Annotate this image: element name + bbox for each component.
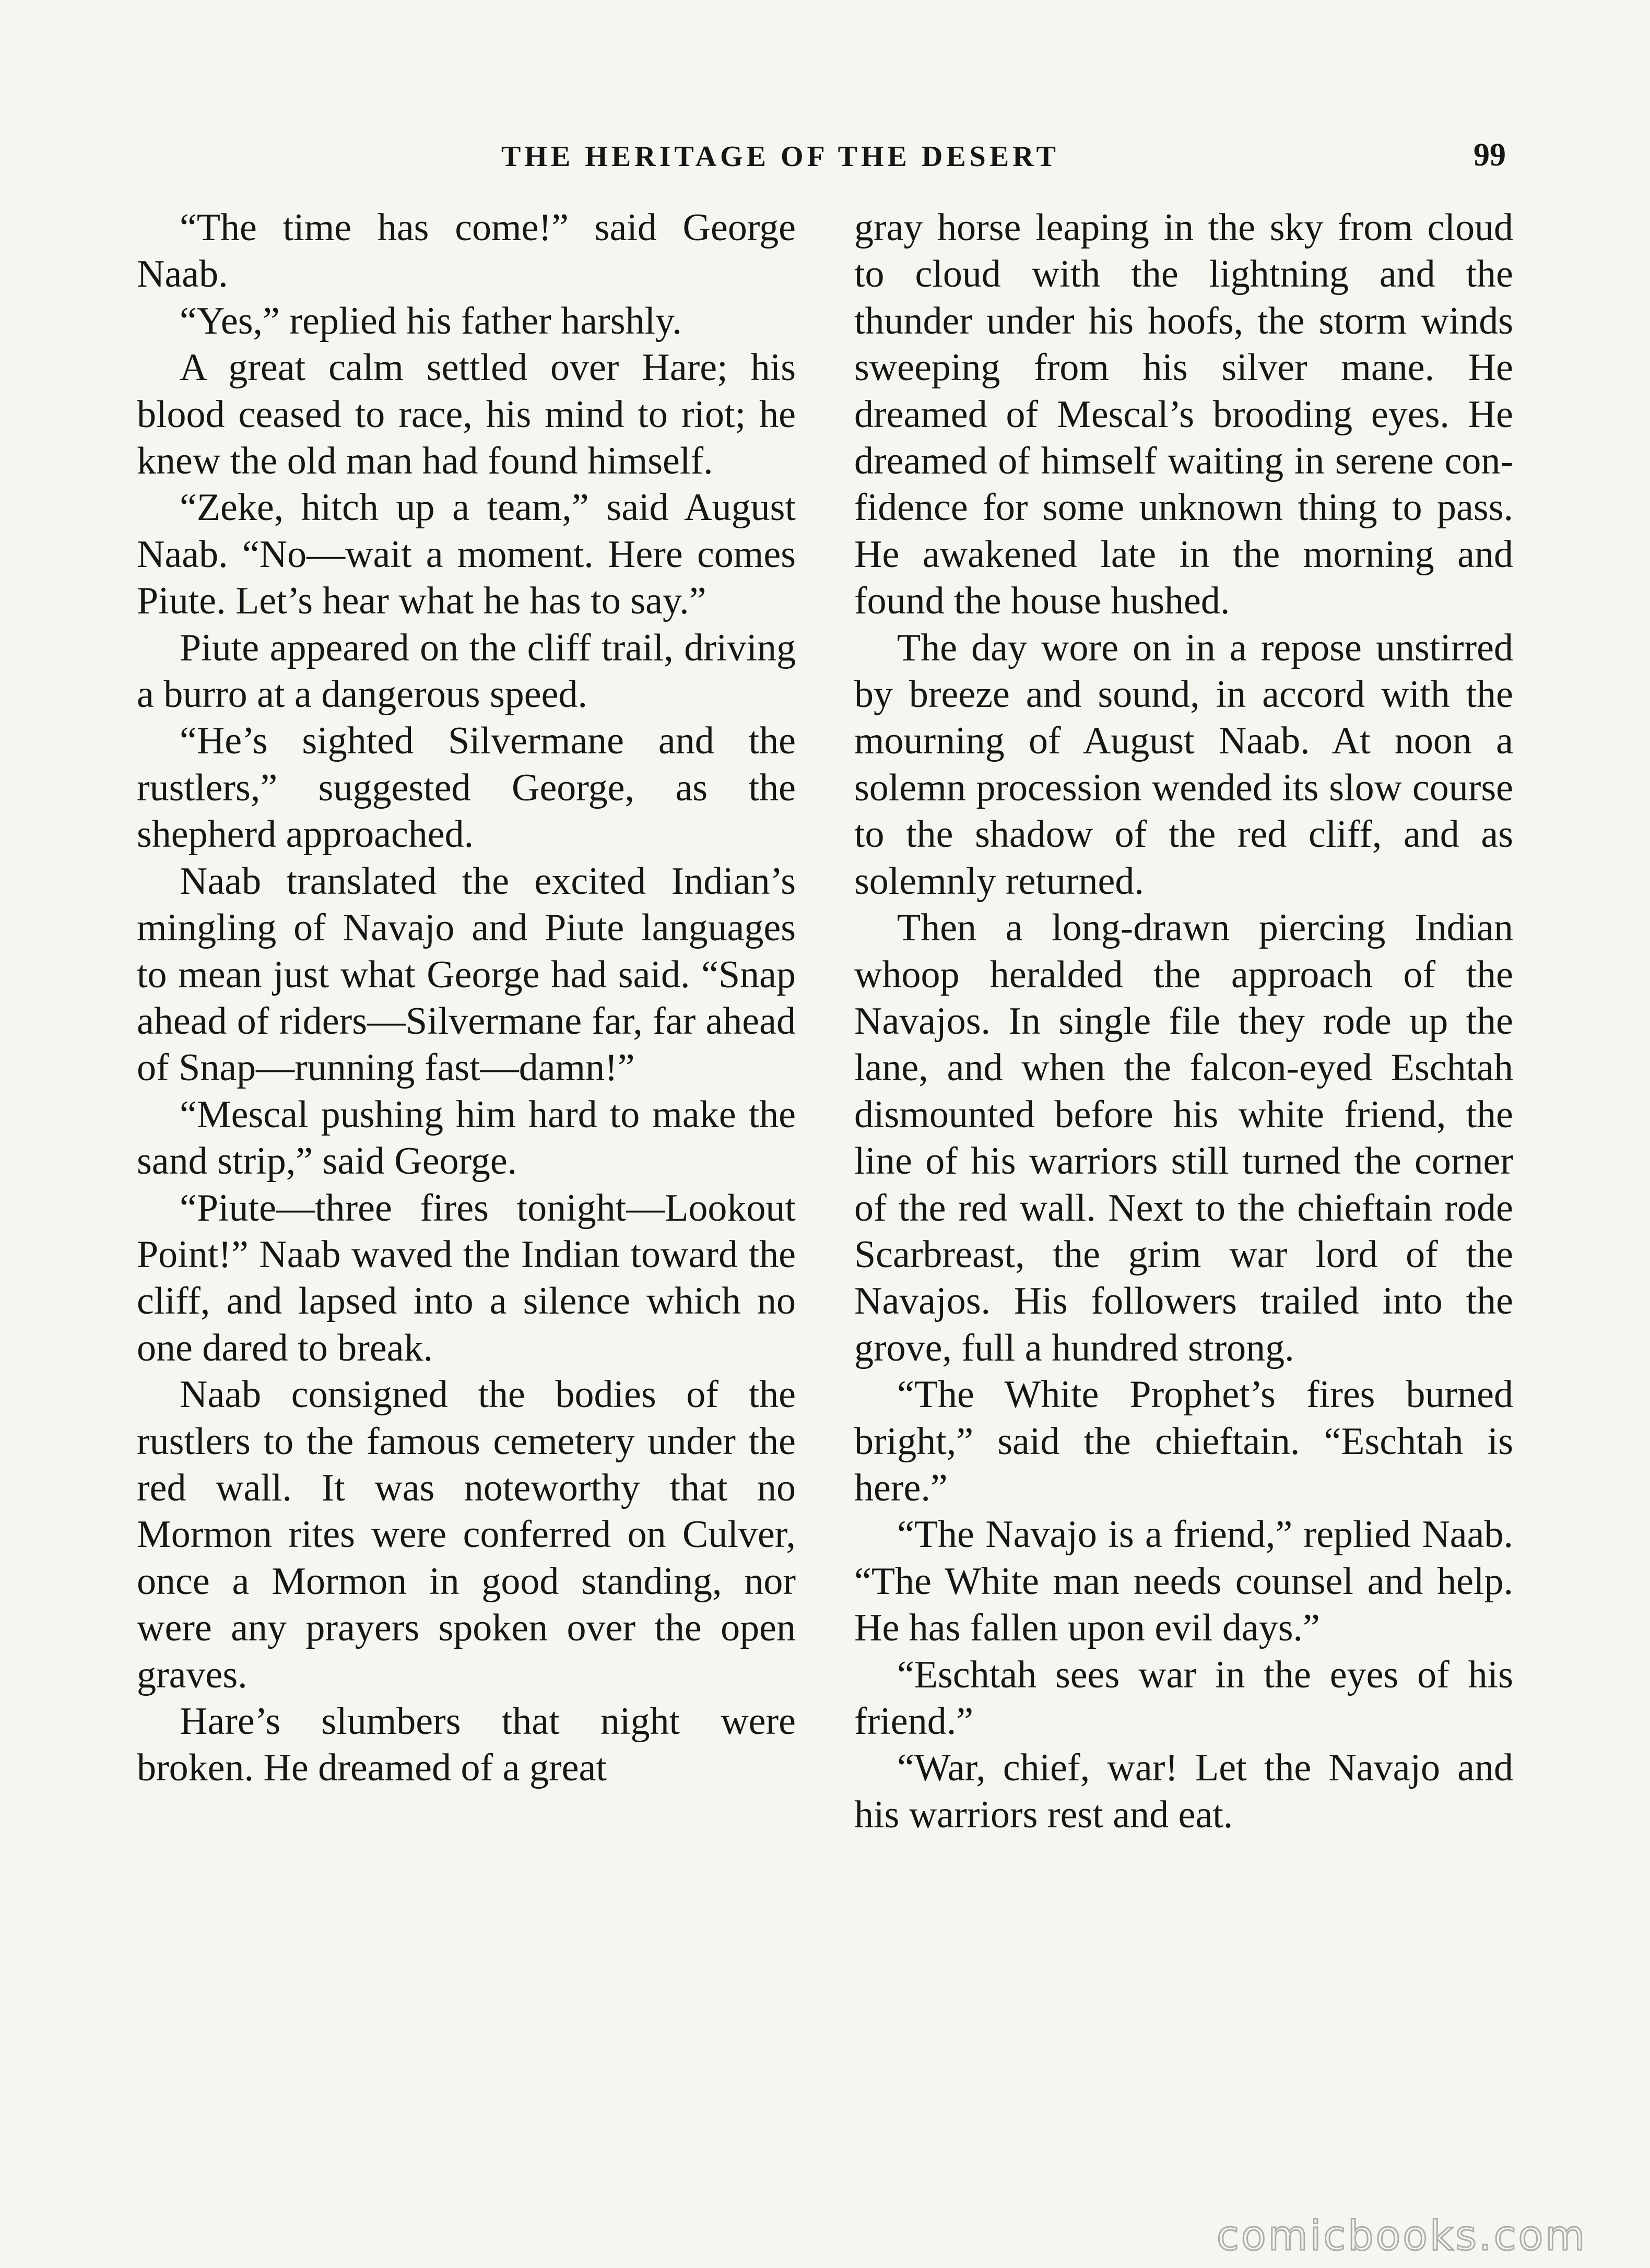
paragraph: Naab consigned the bodies of the rustlers to the famous cemetery under the red wall. It was noteworthy that no Mormon rites were conferred on Culver, once a Mormon in good standing, nor were any prayers spoken over the open graves.	[137, 1373, 796, 1696]
right-column	[854, 205, 1513, 1838]
running-title: THE HERITAGE OF THE DESERT	[501, 140, 1060, 173]
paragraph: “Eschtah sees war in the eyes of his friend.”	[854, 1653, 1513, 1743]
paragraph: Piute appeared on the cliff trail, driving a burro at a dangerous speed.	[137, 626, 796, 716]
paragraph: “Zeke, hitch up a team,” said August Naab. “No—wait a moment. Here comes Piute. Let’s hear what he has to say.”	[137, 486, 796, 623]
paragraph: “Mescal pushing him hard to make the sand strip,” said George.	[137, 1093, 796, 1183]
paragraph: Hare’s slumbers that night were broken. He dreamed of a great	[137, 1700, 796, 1790]
paragraph: “The time has come!” said George Naab.	[137, 206, 796, 296]
paragraph: “War, chief, war! Let the Navajo and his warriors rest and eat.	[854, 1746, 1513, 1836]
paragraph: Naab translated the excited Indian’s mingling of Navajo and Piute languages to mean just what George had said. “Snap ahead of riders—Silvermane far, far ahead of Snap—running fast—damn!”	[137, 859, 796, 1090]
paragraph: “Yes,” replied his father harshly.	[180, 299, 682, 342]
paragraph: “He’s sighted Silvermane and the rustlers,” suggested George, as the shepherd approached.	[137, 719, 796, 856]
paragraph: The day wore on in a repose unstirred by breeze and sound, in accord with the mourning of August Naab. At noon a solemn procession wended its slow course to the shadow of the red cliff, and as solemnly returned.	[854, 626, 1513, 903]
paragraph-continued: gray horse leaping in the sky from cloud to cloud with the lightning and the thunder under his hoofs, the storm winds sweeping from his silver mane. He dreamed of Mescal’s brooding eyes. He dreamed of himself waiting in serene confidence for some unknown thing to pass. He awakened late in the morning and found the house hushed.	[854, 206, 1513, 623]
paragraph: “The Navajo is a friend,” replied Naab. “The White man needs counsel and help. He has fallen upon evil days.”	[854, 1513, 1513, 1650]
left-column	[137, 205, 796, 1792]
page-number: 99	[1474, 137, 1506, 173]
watermark: comicbooks.com	[1217, 2213, 1587, 2260]
paragraph: A great calm settled over Hare; his blood ceased to race, his mind to riot; he knew the old man had found himself.	[137, 346, 796, 483]
paragraph: “Piute—three fires tonight—Lookout Point!” Naab waved the Indian toward the cliff, and lapsed into a silence which no one dared to break.	[137, 1186, 796, 1369]
paragraph: Then a long-drawn piercing Indian whoop heralded the approach of the Navajos. In single file they rode up the lane, and when the falcon-eyed Eschtah dismounted before his white friend, the line of his warriors still turned the corner of the red wall. Next to the chieftain rode Scarbreast, the grim war lord of the Navajos. His followers trailed into the grove, full a hundred strong.	[854, 906, 1513, 1369]
paragraph: “The White Prophet’s fires burned bright,” said the chieftain. “Eschtah is here.”	[854, 1373, 1513, 1509]
